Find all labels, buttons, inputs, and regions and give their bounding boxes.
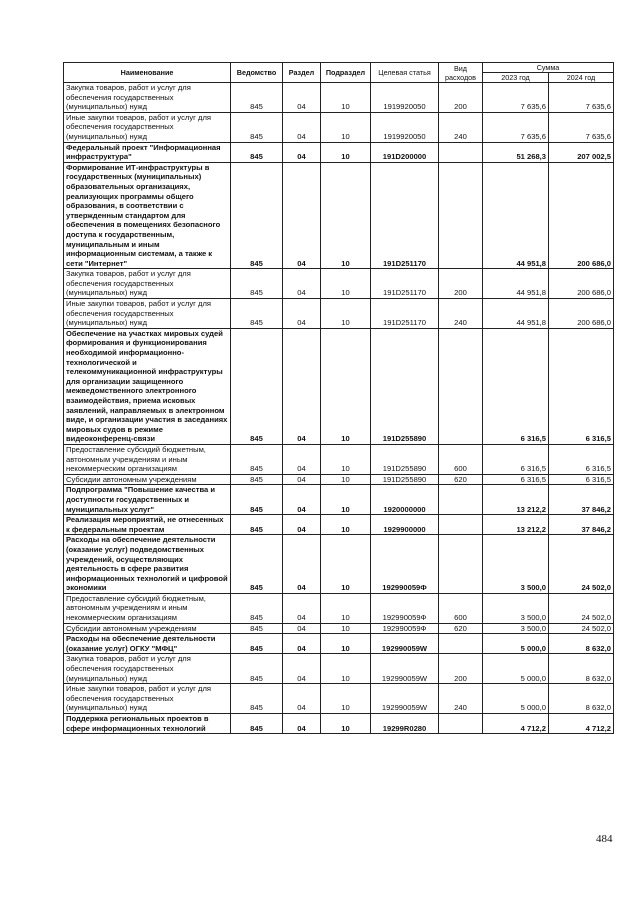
row-vedomstvo: 845 (231, 474, 283, 485)
row-sum-2023: 7 635,6 (483, 83, 549, 113)
row-sum-2024: 200 686,0 (549, 299, 614, 329)
row-celevaya-statya: 191D251170 (371, 269, 439, 299)
row-sum-2024: 24 502,0 (549, 593, 614, 623)
row-sum-2023: 51 268,3 (483, 142, 549, 162)
row-podrazdel: 10 (321, 654, 371, 684)
row-sum-2023: 3 500,0 (483, 535, 549, 594)
row-celevaya-statya: 192990059W (371, 684, 439, 714)
header-vid-rashodov: Вид расходов (439, 63, 483, 83)
table-row (64, 684, 614, 714)
header-summa: Сумма (483, 63, 614, 73)
row-sum-2024: 8 632,0 (549, 634, 614, 654)
table-row (64, 269, 614, 299)
row-sum-2023: 44 951,8 (483, 269, 549, 299)
row-celevaya-statya: 192990059W (371, 654, 439, 684)
row-celevaya-statya: 191D255890 (371, 444, 439, 474)
row-name: Поддержка региональных проектов в сфере информационных технологий (64, 714, 231, 734)
row-vedomstvo: 845 (231, 515, 283, 535)
row-vedomstvo: 845 (231, 328, 283, 444)
row-name: Обеспечение на участках мировых судей формирования и функционирования необходимой информационно-технологической и телекоммуникационной инфраструктуры для организации защищенного межведомственного электронного взаимодействия, приема исковых заявлений, направляемых в электронном виде, и организации участия в заседаниях мировых судов в режиме видеоконференц-связи (64, 328, 231, 444)
row-razdel: 04 (283, 269, 321, 299)
row-razdel: 04 (283, 684, 321, 714)
row-name: Предоставление субсидий бюджетным, автономным учреждениям и иным некоммерческим организациям (64, 444, 231, 474)
row-razdel: 04 (283, 328, 321, 444)
row-sum-2024: 37 846,2 (549, 515, 614, 535)
row-podrazdel: 10 (321, 83, 371, 113)
row-vedomstvo: 845 (231, 684, 283, 714)
table-row (64, 515, 614, 535)
row-name: Иные закупки товаров, работ и услуг для обеспечения государственных (муниципальных) нужд (64, 299, 231, 329)
header-celevaya-statya: Целевая статья (371, 63, 439, 83)
header-year-2024: 2024 год (549, 73, 614, 83)
row-name: Иные закупки товаров, работ и услуг для обеспечения государственных (муниципальных) нужд (64, 112, 231, 142)
table-row (64, 112, 614, 142)
row-name: Предоставление субсидий бюджетным, автономным учреждениям и иным некоммерческим организациям (64, 593, 231, 623)
budget-table (63, 62, 614, 734)
row-sum-2024: 8 632,0 (549, 684, 614, 714)
row-celevaya-statya: 192990059Ф (371, 593, 439, 623)
row-name: Субсидии автономным учреждениям (64, 474, 231, 485)
row-celevaya-statya: 192990059Ф (371, 623, 439, 634)
row-razdel: 04 (283, 535, 321, 594)
row-vedomstvo: 845 (231, 142, 283, 162)
row-vid-rashodov (439, 142, 483, 162)
row-sum-2024: 6 316,5 (549, 474, 614, 485)
table-row (64, 328, 614, 444)
row-sum-2023: 5 000,0 (483, 654, 549, 684)
header-podrazdel: Подраздел (321, 63, 371, 83)
row-name: Закупка товаров, работ и услуг для обеспечения государственных (муниципальных) нужд (64, 83, 231, 113)
table-row (64, 654, 614, 684)
row-razdel: 04 (283, 83, 321, 113)
row-vid-rashodov: 200 (439, 83, 483, 113)
table-row (64, 535, 614, 594)
row-vid-rashodov: 240 (439, 299, 483, 329)
header-year-2023: 2023 год (483, 73, 549, 83)
table-row (64, 634, 614, 654)
row-razdel: 04 (283, 485, 321, 515)
row-podrazdel: 10 (321, 535, 371, 594)
row-sum-2024: 4 712,2 (549, 714, 614, 734)
row-sum-2023: 13 212,2 (483, 515, 549, 535)
row-razdel: 04 (283, 142, 321, 162)
header-vedomstvo: Ведомство (231, 63, 283, 83)
row-celevaya-statya: 191D200000 (371, 142, 439, 162)
row-celevaya-statya: 1919920050 (371, 83, 439, 113)
row-sum-2023: 6 316,5 (483, 444, 549, 474)
row-podrazdel: 10 (321, 299, 371, 329)
row-podrazdel: 10 (321, 485, 371, 515)
row-podrazdel: 10 (321, 269, 371, 299)
row-name: Закупка товаров, работ и услуг для обеспечения государственных (муниципальных) нужд (64, 654, 231, 684)
row-podrazdel: 10 (321, 444, 371, 474)
row-name: Закупка товаров, работ и услуг для обеспечения государственных (муниципальных) нужд (64, 269, 231, 299)
row-vid-rashodov: 200 (439, 654, 483, 684)
row-vid-rashodov (439, 162, 483, 269)
row-podrazdel: 10 (321, 515, 371, 535)
row-name: Расходы на обеспечение деятельности (оказание услуг) подведомственных учреждений, осуществляющих деятельность в сфере развития информационных технологий и цифровой экономики (64, 535, 231, 594)
row-razdel: 04 (283, 714, 321, 734)
row-name: Реализация мероприятий, не отнесенных к федеральным проектам (64, 515, 231, 535)
table-row (64, 83, 614, 113)
row-razdel: 04 (283, 112, 321, 142)
row-vid-rashodov: 600 (439, 593, 483, 623)
row-razdel: 04 (283, 654, 321, 684)
row-sum-2023: 44 951,8 (483, 162, 549, 269)
row-podrazdel: 10 (321, 623, 371, 634)
table-row (64, 474, 614, 485)
row-vid-rashodov: 200 (439, 269, 483, 299)
row-razdel: 04 (283, 162, 321, 269)
row-podrazdel: 10 (321, 634, 371, 654)
row-name: Расходы на обеспечение деятельности (оказание услуг) ОГКУ "МФЦ" (64, 634, 231, 654)
row-sum-2024: 7 635,6 (549, 112, 614, 142)
row-sum-2023: 5 000,0 (483, 634, 549, 654)
row-vedomstvo: 845 (231, 714, 283, 734)
row-vedomstvo: 845 (231, 299, 283, 329)
row-vedomstvo: 845 (231, 623, 283, 634)
row-vid-rashodov (439, 634, 483, 654)
row-vid-rashodov (439, 535, 483, 594)
row-sum-2024: 37 846,2 (549, 485, 614, 515)
row-vedomstvo: 845 (231, 112, 283, 142)
row-podrazdel: 10 (321, 474, 371, 485)
row-vid-rashodov: 620 (439, 474, 483, 485)
row-vid-rashodov: 600 (439, 444, 483, 474)
row-razdel: 04 (283, 515, 321, 535)
row-podrazdel: 10 (321, 714, 371, 734)
row-sum-2024: 6 316,5 (549, 444, 614, 474)
row-name: Подпрограмма "Повышение качества и доступности государственных и муниципальных услуг" (64, 485, 231, 515)
row-celevaya-statya: 191D255890 (371, 328, 439, 444)
row-celevaya-statya: 191D251170 (371, 299, 439, 329)
table-row (64, 162, 614, 269)
row-sum-2023: 13 212,2 (483, 485, 549, 515)
row-celevaya-statya: 191D255890 (371, 474, 439, 485)
row-razdel: 04 (283, 593, 321, 623)
row-sum-2024: 200 686,0 (549, 162, 614, 269)
row-vedomstvo: 845 (231, 485, 283, 515)
row-sum-2024: 6 316,5 (549, 328, 614, 444)
table-row (64, 299, 614, 329)
row-sum-2023: 6 316,5 (483, 328, 549, 444)
row-vedomstvo: 845 (231, 634, 283, 654)
row-razdel: 04 (283, 623, 321, 634)
row-celevaya-statya: 192990059Ф (371, 535, 439, 594)
row-sum-2024: 7 635,6 (549, 83, 614, 113)
table-row (64, 593, 614, 623)
page-number: 484 (596, 833, 613, 845)
row-vedomstvo: 845 (231, 535, 283, 594)
row-celevaya-statya: 1919920050 (371, 112, 439, 142)
row-sum-2024: 24 502,0 (549, 623, 614, 634)
table-row (64, 485, 614, 515)
row-vid-rashodov (439, 328, 483, 444)
row-podrazdel: 10 (321, 328, 371, 444)
row-celevaya-statya: 192990059W (371, 634, 439, 654)
row-sum-2023: 44 951,8 (483, 299, 549, 329)
row-vid-rashodov (439, 714, 483, 734)
row-vedomstvo: 845 (231, 444, 283, 474)
row-sum-2024: 200 686,0 (549, 269, 614, 299)
row-sum-2023: 7 635,6 (483, 112, 549, 142)
row-razdel: 04 (283, 634, 321, 654)
row-podrazdel: 10 (321, 684, 371, 714)
row-name: Субсидии автономным учреждениям (64, 623, 231, 634)
row-vedomstvo: 845 (231, 162, 283, 269)
row-vedomstvo: 845 (231, 269, 283, 299)
header-razdel: Раздел (283, 63, 321, 83)
row-razdel: 04 (283, 299, 321, 329)
table-row (64, 714, 614, 734)
row-name: Формирование ИТ-инфраструктуры в государственных (муниципальных) образовательных организациях, реализующих программы общего образования, в соответствии с утвержденным стандартом для обеспечения в помещениях безопасного доступа к государственным, муниципальным и иным информационным системам, а также к сети "Интернет" (64, 162, 231, 269)
row-vid-rashodov: 240 (439, 684, 483, 714)
row-vid-rashodov: 620 (439, 623, 483, 634)
row-sum-2023: 4 712,2 (483, 714, 549, 734)
row-podrazdel: 10 (321, 162, 371, 269)
row-celevaya-statya: 1929900000 (371, 515, 439, 535)
row-razdel: 04 (283, 444, 321, 474)
row-vedomstvo: 845 (231, 593, 283, 623)
row-vid-rashodov (439, 485, 483, 515)
row-sum-2024: 24 502,0 (549, 535, 614, 594)
row-vid-rashodov (439, 515, 483, 535)
row-vid-rashodov: 240 (439, 112, 483, 142)
row-sum-2023: 3 500,0 (483, 593, 549, 623)
row-sum-2024: 8 632,0 (549, 654, 614, 684)
row-podrazdel: 10 (321, 142, 371, 162)
row-sum-2024: 207 002,5 (549, 142, 614, 162)
table-body (64, 83, 614, 734)
row-vedomstvo: 845 (231, 83, 283, 113)
row-vedomstvo: 845 (231, 654, 283, 684)
row-celevaya-statya: 191D251170 (371, 162, 439, 269)
row-podrazdel: 10 (321, 112, 371, 142)
row-podrazdel: 10 (321, 593, 371, 623)
row-sum-2023: 6 316,5 (483, 474, 549, 485)
row-name: Иные закупки товаров, работ и услуг для обеспечения государственных (муниципальных) нужд (64, 684, 231, 714)
row-celevaya-statya: 1920000000 (371, 485, 439, 515)
table-row (64, 444, 614, 474)
row-razdel: 04 (283, 474, 321, 485)
header-name: Наименование (64, 63, 231, 83)
row-sum-2023: 5 000,0 (483, 684, 549, 714)
table-row (64, 142, 614, 162)
row-name: Федеральный проект "Информационная инфраструктура" (64, 142, 231, 162)
row-celevaya-statya: 19299R0280 (371, 714, 439, 734)
row-sum-2023: 3 500,0 (483, 623, 549, 634)
table-row (64, 623, 614, 634)
